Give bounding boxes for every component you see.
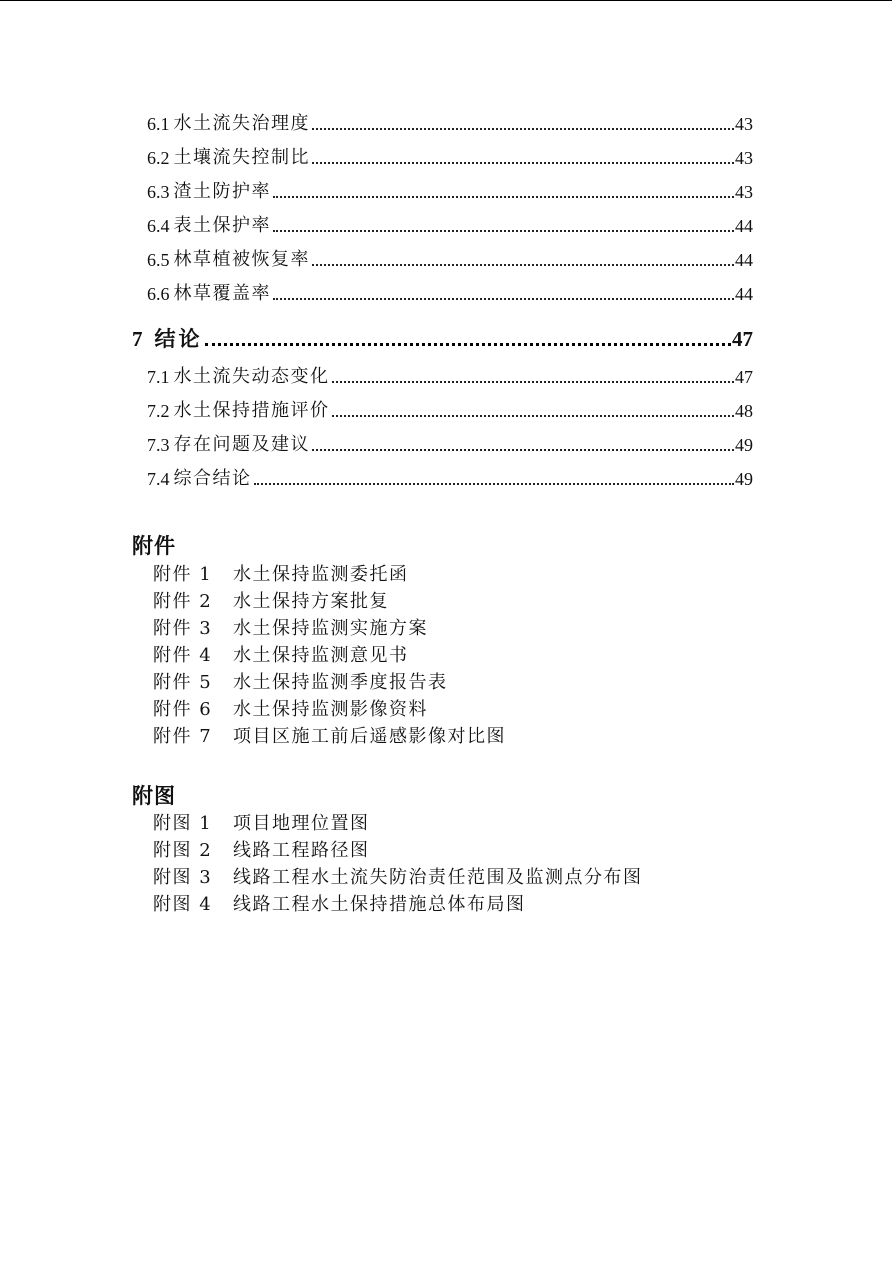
attachment-title: 水土保持方案批复	[233, 591, 389, 612]
toc-entry-number: 6.4	[147, 216, 170, 236]
figure-item[interactable]	[153, 813, 370, 835]
toc-entry-6-1[interactable]	[147, 113, 753, 135]
toc-entry-title: 表土保护率	[173, 215, 271, 236]
attachment-item[interactable]	[153, 618, 428, 640]
attachment-item[interactable]	[153, 645, 409, 667]
attachment-title: 水土保持监测委托函	[233, 564, 409, 585]
attachment-title: 项目区施工前后遥感影像对比图	[233, 726, 506, 747]
attachment-item[interactable]	[153, 672, 448, 694]
toc-entry-page: 49	[735, 435, 753, 455]
toc-chapter-7[interactable]	[132, 326, 753, 352]
toc-entry-page: 44	[735, 284, 753, 304]
attachment-label: 附件 4	[153, 645, 213, 666]
figure-title: 线路工程路径图	[233, 840, 370, 861]
toc-entry-number: 6.6	[147, 284, 170, 304]
toc-leader-dots	[254, 482, 735, 485]
figure-label: 附图 2	[153, 840, 213, 861]
attachment-label: 附件 7	[153, 726, 213, 747]
figure-item[interactable]	[153, 894, 526, 916]
attachment-label: 附件 1	[153, 564, 213, 585]
toc-entry-7-3[interactable]	[147, 434, 753, 456]
toc-entry-page: 43	[735, 114, 753, 134]
toc-entry-title: 林草植被恢复率	[173, 249, 310, 270]
toc-entry-title: 水土流失动态变化	[173, 366, 330, 387]
toc-entry-number: 6.3	[147, 182, 170, 202]
toc-entry-6-3[interactable]	[147, 181, 753, 203]
attachments-heading: 附件	[132, 533, 176, 558]
attachment-title: 水土保持监测实施方案	[233, 618, 428, 639]
toc-entry-page: 44	[735, 216, 753, 236]
toc-leader-dots	[332, 380, 735, 383]
toc-entry-7-1[interactable]	[147, 366, 753, 388]
attachment-title: 水土保持监测意见书	[233, 645, 409, 666]
toc-chapter-page: 47	[732, 327, 753, 351]
toc-leader-dots	[273, 229, 734, 232]
toc-entry-number: 7.1	[147, 367, 170, 387]
toc-entry-title: 水土流失治理度	[173, 113, 310, 134]
toc-entry-6-6[interactable]	[147, 283, 753, 305]
figure-label: 附图 4	[153, 894, 213, 915]
toc-entry-7-2[interactable]	[147, 400, 753, 422]
attachment-item[interactable]	[153, 699, 428, 721]
toc-chapter-number: 7	[132, 327, 143, 351]
toc-entry-title: 渣土防护率	[173, 181, 271, 202]
attachment-title: 水土保持监测影像资料	[233, 699, 428, 720]
toc-leader-dots	[312, 448, 734, 451]
toc-entry-number: 6.5	[147, 250, 170, 270]
toc-entry-number: 6.2	[147, 148, 170, 168]
toc-entry-page: 44	[735, 250, 753, 270]
toc-leader-dots	[273, 195, 734, 198]
attachment-label: 附件 6	[153, 699, 213, 720]
toc-entry-title: 水土保持措施评价	[173, 400, 330, 421]
toc-entry-title: 综合结论	[173, 468, 252, 489]
toc-entry-number: 7.3	[147, 435, 170, 455]
figure-item[interactable]	[153, 867, 643, 889]
toc-leader-dots	[312, 127, 734, 130]
toc-entry-page: 43	[735, 182, 753, 202]
attachment-item[interactable]	[153, 591, 389, 613]
figure-title: 线路工程水土保持措施总体布局图	[233, 894, 526, 915]
figure-label: 附图 3	[153, 867, 213, 888]
toc-entry-title: 存在问题及建议	[173, 434, 310, 455]
toc-entry-title: 土壤流失控制比	[173, 147, 310, 168]
toc-entry-page: 48	[735, 401, 753, 421]
toc-entry-6-5[interactable]	[147, 249, 753, 271]
toc-chapter-title: 结论	[154, 326, 203, 351]
attachment-label: 附件 2	[153, 591, 213, 612]
toc-entry-number: 6.1	[147, 114, 170, 134]
toc-entry-title: 林草覆盖率	[173, 283, 271, 304]
toc-entry-page: 49	[735, 469, 753, 489]
attachment-title: 水土保持监测季度报告表	[233, 672, 448, 693]
toc-leader-dots	[273, 297, 734, 300]
figures-heading: 附图	[132, 783, 176, 808]
toc-leader-dots	[332, 414, 735, 417]
toc-entry-number: 7.2	[147, 401, 170, 421]
toc-entry-6-2[interactable]	[147, 147, 753, 169]
toc-leader-dots	[312, 161, 734, 164]
toc-entry-number: 7.4	[147, 469, 170, 489]
attachment-label: 附件 3	[153, 618, 213, 639]
attachment-item[interactable]	[153, 564, 409, 586]
toc-entry-page: 43	[735, 148, 753, 168]
figure-label: 附图 1	[153, 813, 213, 834]
figure-title: 线路工程水土流失防治责任范围及监测点分布图	[233, 867, 643, 888]
figure-item[interactable]	[153, 840, 370, 862]
toc-entry-6-4[interactable]	[147, 215, 753, 237]
toc-leader-dots	[312, 263, 734, 266]
attachment-label: 附件 5	[153, 672, 213, 693]
attachment-item[interactable]	[153, 726, 506, 748]
toc-leader-dots	[205, 342, 732, 346]
figure-title: 项目地理位置图	[233, 813, 370, 834]
toc-entry-page: 47	[735, 367, 753, 387]
toc-entry-7-4[interactable]	[147, 468, 753, 490]
